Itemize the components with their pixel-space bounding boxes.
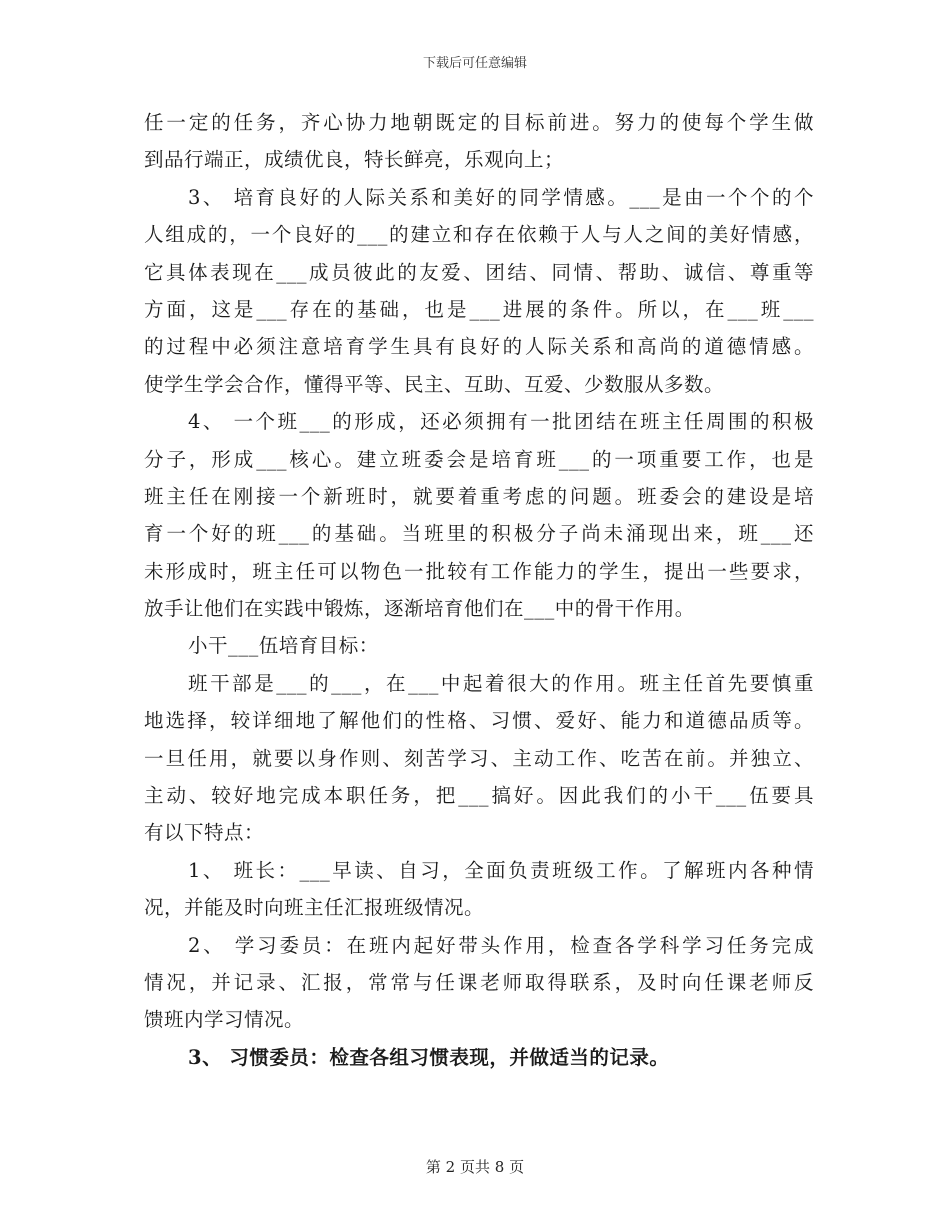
text-line: 它具体表现在___成员彼此的友爱、团结、同情、帮助、诚信、尊重等 [144,260,814,284]
text-line: 情况，并记录、汇报，常常与任课老师取得联系，及时向任课老师反 [144,970,814,994]
text-line: 况，并能及时向班主任汇报班级情况。 [144,896,485,920]
text-line: 方面，这是___存在的基础，也是___进展的条件。所以，在___班___ [144,297,814,321]
text-line: 3、 培育良好的人际关系和美好的同学情感。___是由一个个的个 [188,185,814,209]
text-line: 未形成时，班主任可以物色一批较有工作能力的学生，提出一些要求， [144,559,814,583]
text-line: 有以下特点： [144,821,265,845]
text-line: 使学生学会合作，懂得平等、民主、互助、互爱、少数服从多数。 [144,372,725,396]
text-line: 1、 班长：___早读、自习，全面负责班级工作。了解班内各种情 [188,858,814,882]
text-line: 主动、较好地完成本职任务，把___搞好。因此我们的小干___伍要具 [144,784,814,808]
text-line: 分子，形成___核心。建立班委会是培育班___的一项重要工作，也是 [144,447,814,471]
text-line: 放手让他们在实践中锻炼，逐渐培育他们在___中的骨干作用。 [144,597,695,621]
text-line: 3、 习惯委员：检查各组习惯表现，并做适当的记录。 [188,1045,670,1069]
text-line: 2、 学习委员：在班内起好带头作用，检查各学科学习任务完成 [188,933,814,957]
text-line: 班主任在刚接一个新班时，就要着重考虑的问题。班委会的建设是培 [144,484,814,508]
page-header: 下载后可任意编辑 [422,56,527,71]
text-line: 班干部是___的___，在___中起着很大的作用。班主任首先要慎重 [188,671,814,695]
text-line: 到品行端正，成绩优良，特长鲜亮，乐观向上； [144,148,565,172]
text-line: 育一个好的班___的基础。当班里的积极分子尚未涌现出来，班___还 [144,522,814,546]
document-body [144,104,814,1076]
page-footer: 第 2 页共 8 页 [425,1158,525,1176]
text-line: 的过程中必须注意培育学生具有良好的人际关系和高尚的道德情感。 [144,335,814,359]
text-line: 任一定的任务，齐心协力地朝既定的目标前进。努力的使每个学生做 [144,111,814,134]
text-line: 馈班内学习情况。 [144,1008,305,1032]
text-line: 4、 一个班___的形成，还必须拥有一批团结在班主任周围的积极 [188,410,814,434]
text-line: 地选择，较详细地了解他们的性格、习惯、爱好、能力和道德品质等。 [144,709,814,733]
text-line: 人组成的，一个良好的___的建立和存在依赖于人与人之间的美好情感， [144,223,814,247]
text-line: 一旦任用，就要以身作则、刻苦学习、主动工作、吃苦在前。并独立、 [144,746,814,770]
text-line: 小干___伍培育目标： [188,634,379,658]
